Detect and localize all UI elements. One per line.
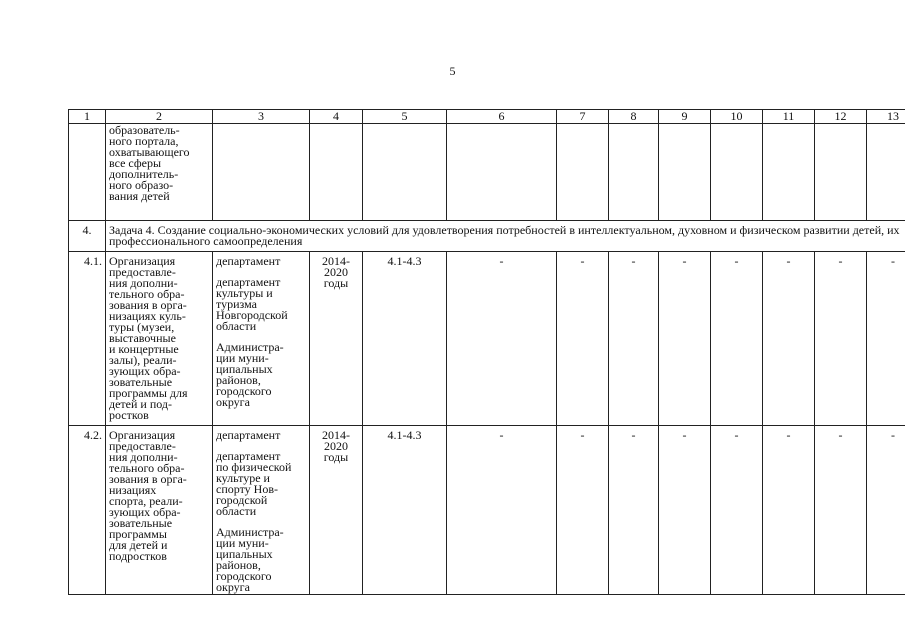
cell [69,124,106,221]
column-header: 10 [711,110,763,124]
indicators-cell: 4.1-4.3 [363,252,447,426]
cell [363,124,447,221]
text-line: предоставле- [109,265,176,279]
text-line: годы [323,450,349,464]
text-line: Администра- [216,340,284,354]
text-line: зования в орга- [109,472,187,486]
executor-block [216,430,306,441]
text-line: ния дополни- [109,450,178,464]
text-line: Новгородской [216,308,288,322]
text-line: департамент [216,275,281,289]
column-header: 3 [213,110,310,124]
value-cell: - [557,426,609,595]
value-cell: - [659,252,711,426]
value-cell: - [763,252,815,426]
activity-plan-table [68,109,905,595]
cell [609,124,659,221]
column-header: 1 [69,110,106,124]
text-line: ципальных [216,362,273,376]
text-line: низациях [109,483,157,497]
text-line: охватывающего [109,145,190,159]
value-cell: - [447,426,557,595]
table-row [69,252,905,426]
text-line: 2014- [322,428,350,442]
text-line: зующих обра- [109,505,181,519]
column-header: 8 [609,110,659,124]
text-line: по физической [216,460,292,474]
value-cell: - [763,426,815,595]
period-cell [310,252,363,426]
column-header: 4 [310,110,363,124]
text-line: ния дополни- [109,276,178,290]
cell [557,124,609,221]
row-number: 4.2. [69,426,106,595]
text-line: области [216,504,257,518]
column-header: 7 [557,110,609,124]
text-line: спорту Нов- [216,482,279,496]
value-cell: - [815,426,867,595]
text-line: районов, [216,558,261,572]
indicators-cell: 4.1-4.3 [363,426,447,595]
value-cell: - [557,252,609,426]
value-cell: - [609,426,659,595]
activity-name-cell [106,252,213,426]
text-line: зующих обра- [109,364,181,378]
text-line: зования в орга- [109,298,187,312]
text-line: ции муни- [216,536,269,550]
text-line: программы [109,527,167,541]
column-header: 2 [106,110,213,124]
column-header: 9 [659,110,711,124]
continuation-row [69,124,905,221]
text-line: дополнитель- [109,167,179,181]
text-line: туры (музеи, [109,320,175,334]
activity-name-cell [106,426,213,595]
text-line: культуре и [216,471,270,485]
text-line: районов, [216,373,261,387]
text-line: тельного обра- [109,461,185,475]
text-line: 2020 [324,265,348,279]
cell [815,124,867,221]
text-line: зовательные [109,375,173,389]
text-line: округа [216,580,250,594]
text-line: выставочные [109,331,176,345]
value-cell: - [867,252,905,426]
text-line: и концертные [109,342,179,356]
table-row [69,426,905,595]
text-line: ции муни- [216,351,269,365]
text-line: все сферы [109,156,162,170]
text-line: низациях куль- [109,309,186,323]
text-line: городского [216,569,272,583]
executors-cell [213,426,310,595]
cell [310,124,363,221]
value-cell: - [659,426,711,595]
cell [763,124,815,221]
text-line: программы для [109,386,188,400]
column-header: 5 [363,110,447,124]
column-number-row [69,110,905,124]
cell [867,124,905,221]
value-cell: - [815,252,867,426]
text-line: Организация [109,428,176,442]
column-header: 6 [447,110,557,124]
executors-cell [213,252,310,426]
text-line: зовательные [109,516,173,530]
text-line: вания детей [109,189,170,203]
text-line: ципальных [216,547,273,561]
text-line: годы [323,276,349,290]
cell [213,124,310,221]
executor-block [216,342,306,408]
value-cell: - [711,426,763,595]
task-text: Задача 4. Создание социально-экономических условий для удовлетворения потребностей в интеллектуальном, духовном и физическом развитии детей, их профессионального самоопределения [106,221,905,252]
value-cell: - [867,426,905,595]
cell [711,124,763,221]
column-header: 12 [815,110,867,124]
text-line: туризма [216,297,257,311]
text-line: Администра- [216,525,284,539]
text-line: департамент [216,254,281,268]
executor-block [216,256,306,267]
text-line: округа [216,395,250,409]
text-line: Организация [109,254,176,268]
text-line: ного образо- [109,178,174,192]
cell [447,124,557,221]
text-line: 2014- [322,254,350,268]
value-cell: - [609,252,659,426]
text-line: залы), реали- [109,353,177,367]
text-line: области [216,319,257,333]
text-line: спорта, реали- [109,494,183,508]
column-header: 13 [867,110,905,124]
text-line: 2020 [324,439,348,453]
continuation-name-cell [106,124,213,221]
text-line: департамент [216,449,281,463]
executor-block [216,451,306,517]
value-cell: - [711,252,763,426]
text-line: ростков [109,408,149,422]
text-line: детей и под- [109,397,173,411]
text-line: тельного обра- [109,287,185,301]
text-line: образователь- [109,123,180,137]
text-line: ного портала, [109,134,179,148]
text-line: городского [216,384,272,398]
executor-block [216,527,306,593]
cell [659,124,711,221]
period-cell [310,426,363,595]
text-line: департамент [216,428,281,442]
text-line: предоставле- [109,439,176,453]
text-line: подростков [109,549,167,563]
task-number: 4. [69,221,106,252]
text-line: для детей и [109,538,168,552]
executor-block [216,277,306,332]
task-row [69,221,905,252]
column-header: 11 [763,110,815,124]
text-line: городской [216,493,268,507]
row-number: 4.1. [69,252,106,426]
page-number: 5 [449,64,456,78]
text-line: культуры и [216,286,273,300]
value-cell: - [447,252,557,426]
